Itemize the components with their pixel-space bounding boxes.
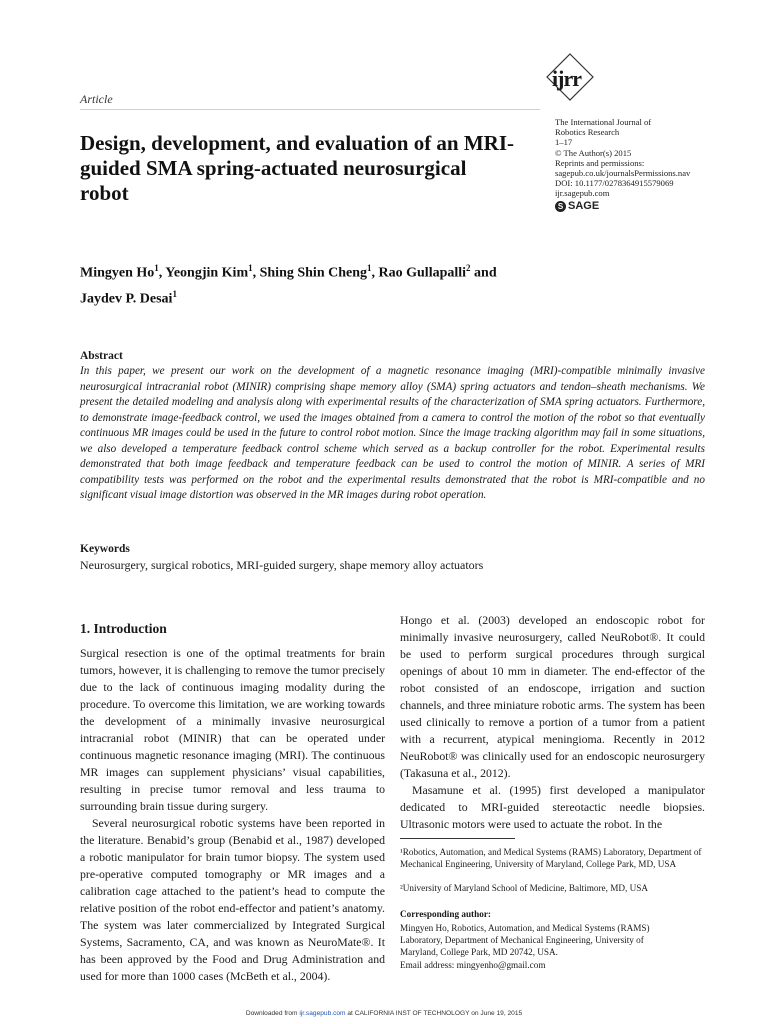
journal-info-block bbox=[555, 117, 735, 212]
publisher-logo bbox=[555, 201, 735, 212]
corresponding-author-line: Mingyen Ho, Robotics, Automation, and Medical Systems (RAMS) bbox=[400, 923, 650, 933]
publisher-name: SAGE bbox=[568, 200, 600, 213]
author-affiliation-mark: 1 bbox=[248, 263, 253, 273]
abstract-text: In this paper, we present our work on the development of a magnetic resonance imaging (MRI)-compatible minimally invasive neurosurgical intracranial robot (MINIR) comprising shape memory alloy (SMA) spring actuators and tendon–sheath mechanisms. We present the detailed modeling and analysis along with experimental results of the characterization of SMA spring actuators. Furthermore, to demonstrate image-feedback control, we used the images obtained from a camera to control the motion of the robot so that eventually continuous MR images could be used in the future to control robot motion. Since the image tracking algorithm may fail in some situations, we also developed a temperature feedback control scheme which served as a backup controller for the robot. Experimental results demonstrated that both image feedback and temperature feedback can be used to control the motion of MINIR. A series of MRI compatibility tests was performed on the robot and the experimental results demonstrated that the robot is MRI-compatible and no significant visual image distortion was observed in the MR images during robot operation. bbox=[80, 365, 705, 501]
paper-title: Design, development, and evaluation of an MRI-guided SMA spring-actuated neurosurgical robot bbox=[80, 131, 515, 205]
author-affiliation-mark: 1 bbox=[154, 263, 159, 273]
author-list: Mingyen Ho$^1$, Yeongjin Kim$^1$, Shing Shin Cheng$^1$, Rao Gullapalli$^2$ and Jaydev P. Desai$^1$ bbox=[80, 263, 497, 307]
body-paragraph: Surgical resection is one of the optimal treatments for brain tumors, however, it is challenging to remove the tumor precisely due to the lack of continuous imaging modality during the procedure. To overcome this limitation, we are working towards the development of a minimally invasive neurosurgical intracranial robot (MINIR) that can be operated under continuous magnetic resonance imaging (MRI). The continuous MR images can supplement physicians’ visual capabilities, resulting in precise tumor removal and less trauma to surrounding brain tissue during surgery. bbox=[80, 646, 385, 813]
body-paragraph: Several neurosurgical robotic systems have been reported in the literature. Benabid’s group (Benabid et al., 1987) developed a robotic manipulator for brain tumor biopsy. The system used pre-operative computed tomography or MR images and a calibration cage attached to the patient’s head to compute the relative position of the robot end-effector and patient’s anatomy. The system was later commercialized by Integrated Surgical Systems, Sacramento, CA, and was known as NeuroMate®. It has been approved by the Food and Drug Administration and used for more than 1000 cases (McBeth et al., 2004). bbox=[80, 816, 385, 983]
permissions-link[interactable]: sagepub.co.uk/journalsPermissions.nav bbox=[555, 168, 691, 179]
corresponding-author-heading: Corresponding author: bbox=[400, 909, 491, 919]
journal-logo-text: ijrr bbox=[552, 66, 581, 91]
author-name: Rao Gullapalli bbox=[378, 265, 467, 281]
author-name: Jaydev P. Desai bbox=[80, 291, 173, 307]
section-heading: 1. Introduction bbox=[80, 621, 167, 636]
journal-info-line: Reprints and permissions: bbox=[555, 157, 645, 168]
corresponding-author-line: Maryland, College Park, MD 20742, USA. bbox=[400, 947, 558, 958]
corresponding-author-email[interactable]: Email address: mingyenho@gmail.com bbox=[400, 959, 546, 970]
left-column bbox=[80, 645, 385, 985]
keywords-text: Neurosurgery, surgical robotics, MRI-guided surgery, shape memory alloy actuators bbox=[80, 558, 484, 572]
author-affiliation-mark: 1 bbox=[172, 288, 177, 299]
body-paragraph: Hongo et al. (2003) developed an endoscopic robot for minimally invasive neurosurgery, called NeuRobot®. It could be used to perform surgical procedures through surgical openings of about 10 mm in diameter. The end-effector of the robot consisted of an endoscope, irrigation and suction channels, and three miniature robotic arms. The system has been used clinically to remove a portion of a tumor from a patient with a recurrent, atypical meningioma. Recently in 2012 NeuRobot® was clinically used for an endoscopic neurosurgery (Takasuna et al., 2012). bbox=[400, 613, 705, 780]
corresponding-author-details bbox=[400, 922, 705, 971]
journal-info-line: © The Author(s) 2015 bbox=[555, 147, 632, 158]
footnote-divider bbox=[400, 838, 515, 839]
footer-site-link[interactable]: ijr.sagepub.com bbox=[299, 1010, 346, 1017]
sage-icon: S bbox=[555, 201, 566, 212]
abstract-heading: Abstract bbox=[80, 350, 123, 362]
author-affiliation-mark: 2 bbox=[466, 263, 471, 273]
affiliation-footnote: ²University of Maryland School of Medicine, Baltimore, MD, USA bbox=[400, 883, 648, 893]
header-divider bbox=[80, 109, 540, 110]
article-type-label: Article bbox=[80, 92, 113, 106]
journal-website-link[interactable]: ijr.sagepub.com bbox=[555, 188, 610, 199]
body-paragraph: Masamune et al. (1995) first developed a manipulator dedicated to MRI-guided stereotactic needle biopsies. Ultrasonic motors were used to actuate the robot. In the bbox=[400, 783, 705, 831]
author-name: Yeongjin Kim bbox=[165, 265, 249, 281]
affiliation-footnote: ¹Robotics, Automation, and Medical Systems (RAMS) Laboratory, Department of Mechanical Engineering, University of Maryland, College Park, MD, USA bbox=[400, 847, 702, 869]
download-footer: Downloaded from ijr.sagepub.com at CALIFORNIA INST OF TECHNOLOGY on June 19, 2015 bbox=[245, 1010, 523, 1017]
right-column bbox=[400, 612, 705, 833]
author-affiliation-mark: 1 bbox=[367, 263, 372, 273]
journal-info-line: The International Journal of bbox=[555, 117, 652, 127]
author-name: Mingyen Ho bbox=[80, 265, 155, 281]
journal-info-line: Robotics Research bbox=[555, 127, 620, 138]
journal-info-line: 1–17 bbox=[555, 137, 573, 148]
doi-line: DOI: 10.1177/0278364915579069 bbox=[555, 178, 674, 189]
keywords-heading: Keywords bbox=[80, 543, 130, 555]
author-name: Shing Shin Cheng bbox=[259, 265, 368, 281]
corresponding-author-line: Laboratory, Department of Mechanical Engineering, University of bbox=[400, 935, 644, 946]
